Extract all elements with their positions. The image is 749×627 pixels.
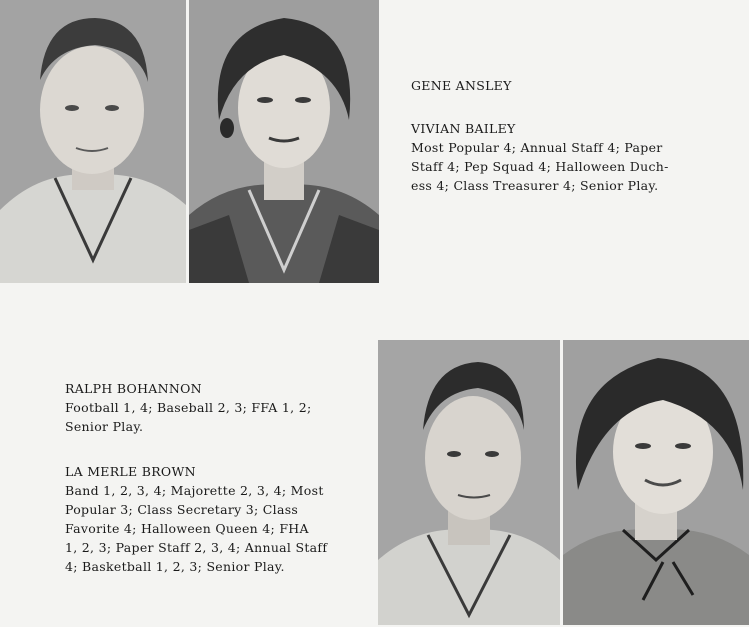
student-name: LA MERLE BROWN [65, 464, 196, 479]
student-activities-line: 4; Basketball 1, 2, 3; Senior Play. [65, 559, 285, 574]
student-name: VIVIAN BAILEY [411, 121, 516, 136]
entry-gene-ansley [411, 76, 512, 95]
student-activities-line: ess 4; Class Treasurer 4; Senior Play. [411, 178, 659, 193]
student-activities-line: Band 1, 2, 3, 4; Majorette 2, 3, 4; Most [65, 483, 324, 498]
student-name: GENE ANSLEY [411, 78, 512, 93]
entry-ralph-bohannon [65, 379, 311, 436]
student-activities-line: Favorite 4; Halloween Queen 4; FHA [65, 521, 309, 536]
student-activities-line: Staff 4; Pep Squad 4; Halloween Duch- [411, 159, 669, 174]
portrait-la-merle-brown [563, 340, 749, 625]
student-activities-line: Senior Play. [65, 419, 144, 434]
student-activities-line: 1, 2, 3; Paper Staff 2, 3, 4; Annual Staff [65, 540, 328, 555]
student-activities-line: Popular 3; Class Secretary 3; Class [65, 502, 299, 517]
portrait-gene-ansley [0, 0, 186, 283]
entry-vivian-bailey [411, 119, 669, 195]
student-activities-line: Most Popular 4; Annual Staff 4; Paper [411, 140, 663, 155]
portrait-vivian-bailey [189, 0, 379, 283]
student-name: RALPH BOHANNON [65, 381, 202, 396]
entry-la-merle-brown [65, 462, 327, 576]
student-activities-line: Football 1, 4; Baseball 2, 3; FFA 1, 2; [65, 400, 312, 415]
portrait-ralph-bohannon [378, 340, 560, 625]
